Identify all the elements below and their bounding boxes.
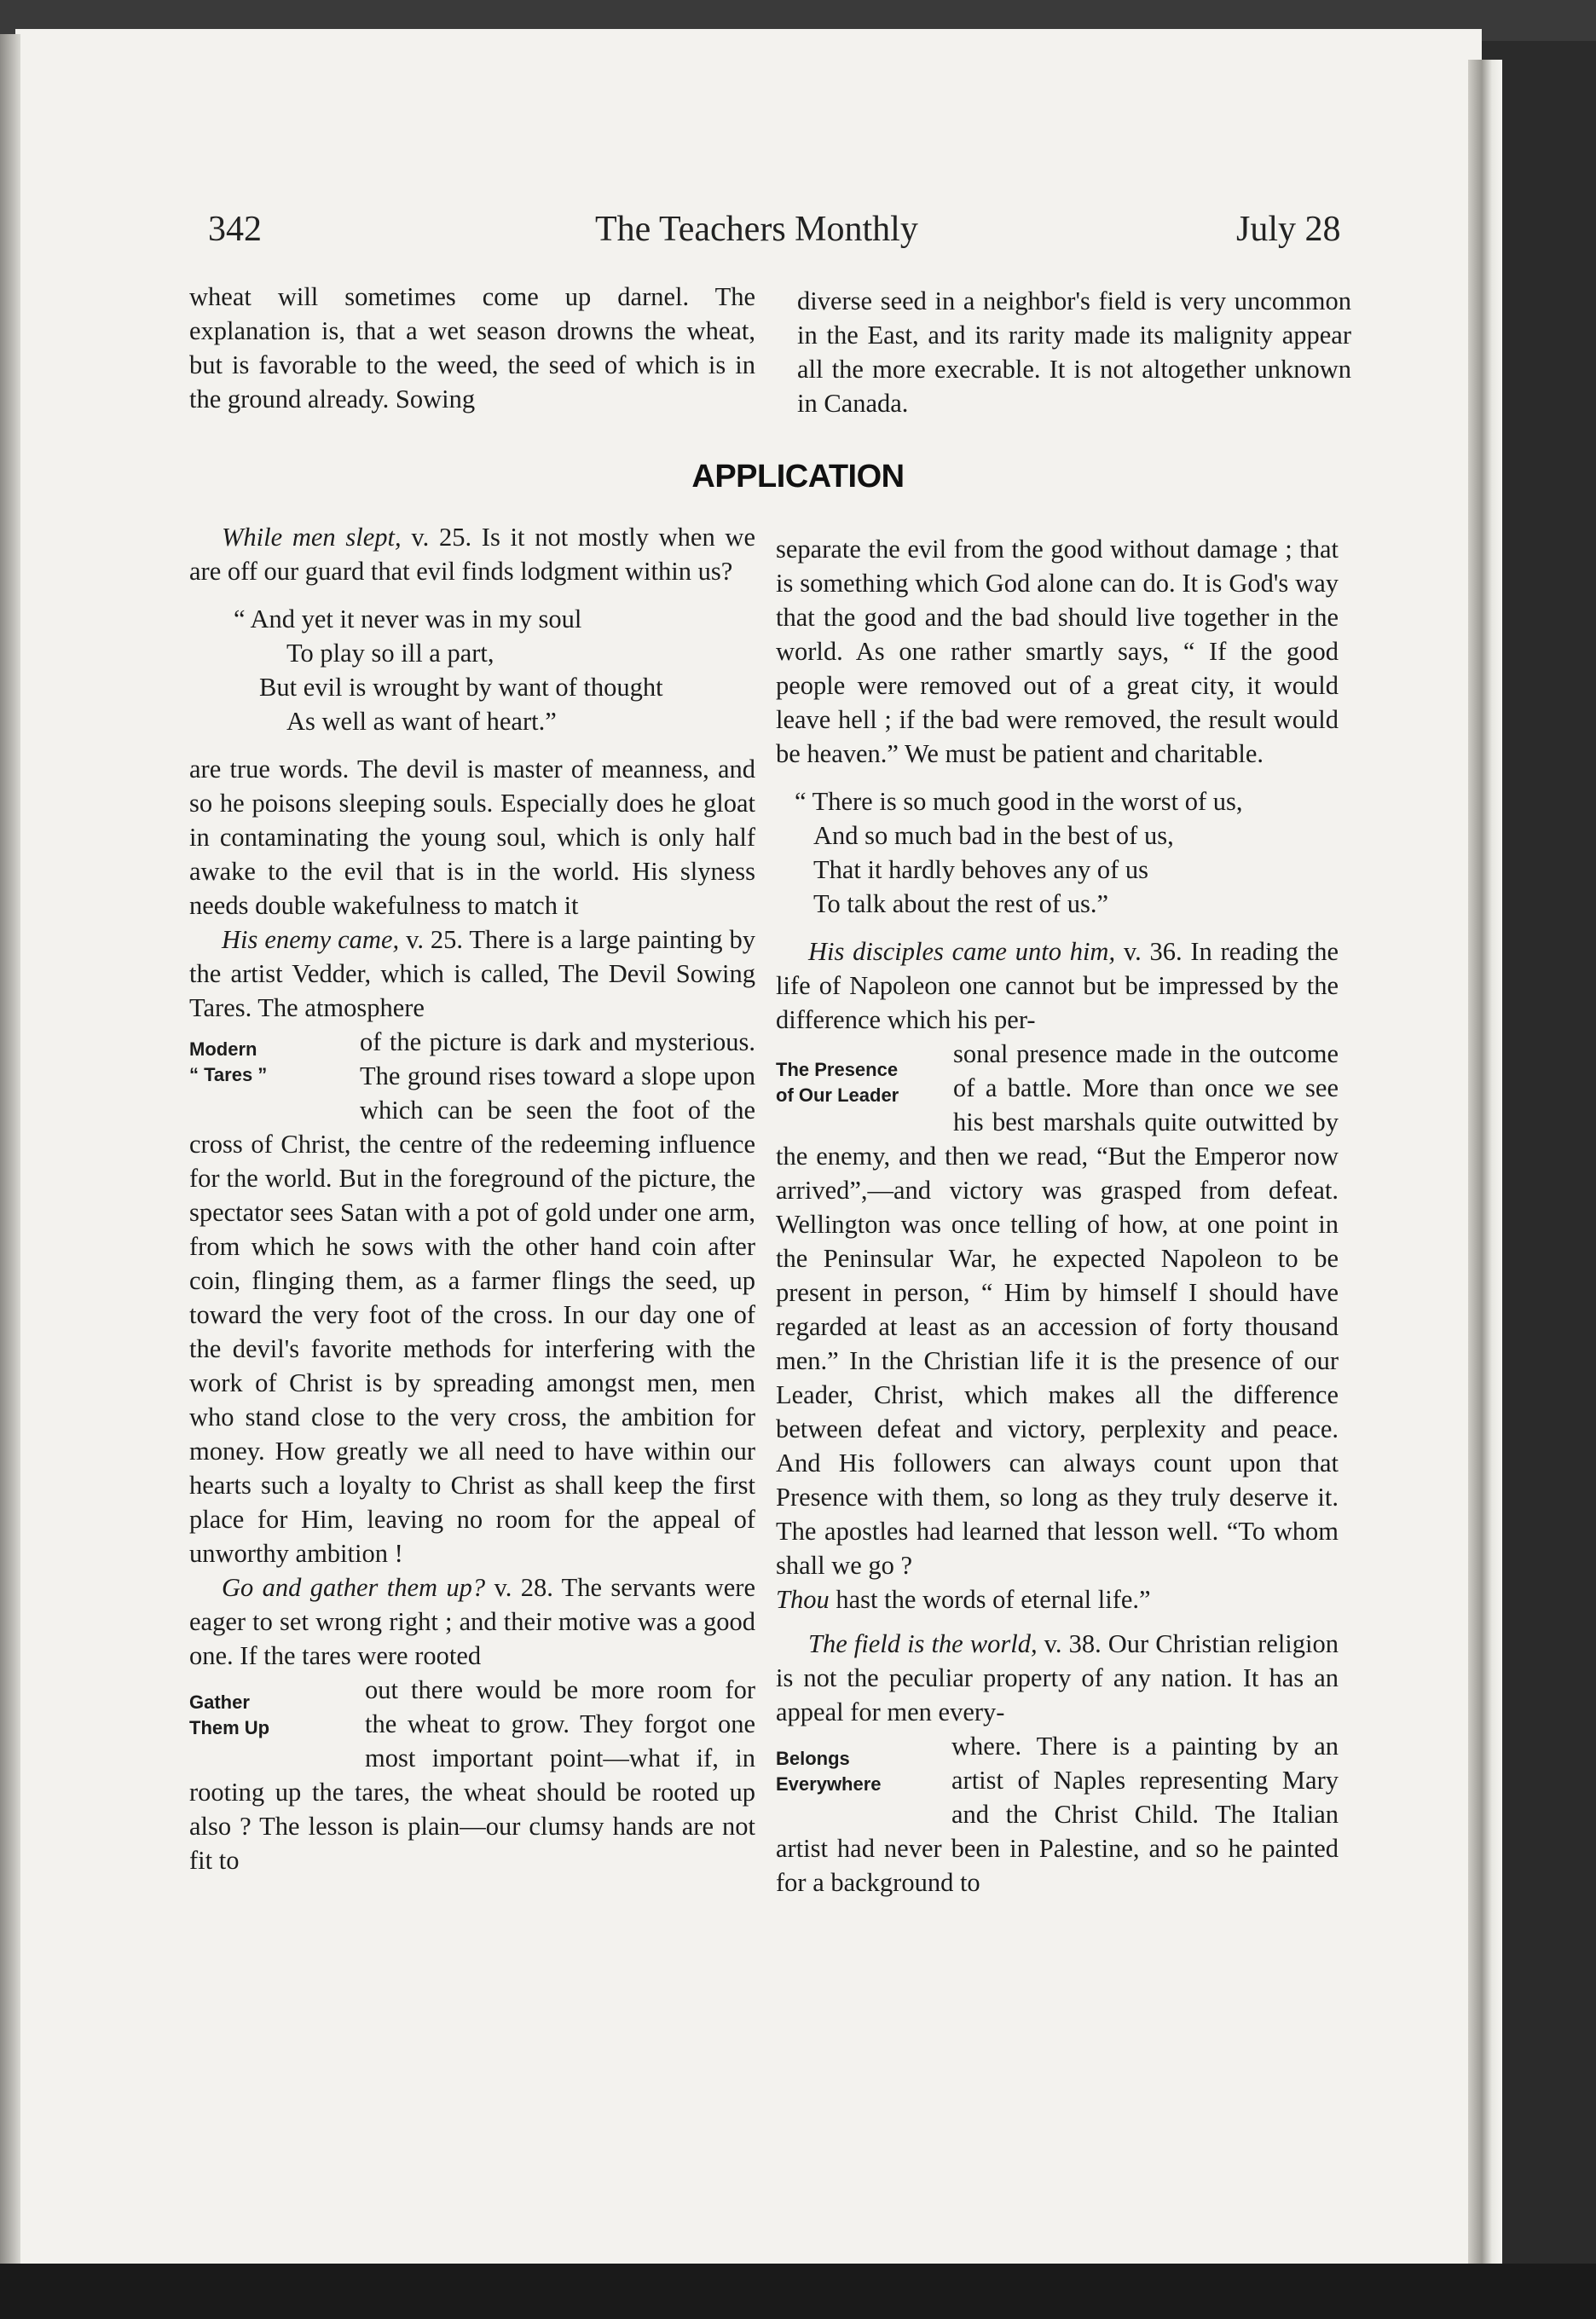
top-left-text	[189, 280, 755, 416]
page-spine-edge	[1468, 60, 1502, 2268]
paragraph-thou-line: Thou hast the words of eternal life.”	[776, 1585, 1151, 1614]
sidenote-gather-them-up: Gather Them Up	[189, 1692, 270, 1738]
top-right-text	[797, 284, 1351, 420]
section-heading: APPLICATION	[691, 459, 905, 494]
verse-reference: His enemy came,	[222, 925, 400, 954]
verse-reference: While men slept,	[222, 523, 402, 552]
paragraph-his-disciples: His disciples came unto him, v. 36. In reading the life of Napoleon one cannot but be impressed by the difference which his per-	[776, 937, 1339, 1034]
left-column	[189, 520, 755, 1877]
verse-reference: The field is the world,	[808, 1629, 1038, 1658]
running-date: July 28	[1236, 210, 1341, 249]
right-column	[776, 532, 1339, 1900]
paragraph-his-disciples-cont: The Presence of Our Leader sonal presence made in the outcome of a battle. More than once we see his best marshals quite outwitted by the enemy, and then we read, “But the Emperor now arrived”,—and victory was grasped from defeat. Wellington was once telling of how, at one point in the Peninsular War, he expected Napoleon to be present in person, “ Him by himself I should have regarded at least as an accession of forty thousand men.” In the Christian life it is the presence of our Leader, Christ, which makes all the difference between defeat and victory, perplexity and peace. And His followers can always count upon that Presence with them, so long as they truly deserve it. The apostles had learned that lesson well. “To whom shall we go ? Thou hast the words of eternal life.”	[776, 1037, 1339, 1616]
verse-reference: Go and gather them up?	[222, 1573, 486, 1602]
running-title: The Teachers Monthly	[595, 210, 918, 249]
paragraph-go-and-gather: Go and gather them up? v. 28. The servants were eager to set wrong right ; and their motive was a good one. If the tares were rooted	[189, 1573, 755, 1670]
page-number: 342	[208, 210, 262, 249]
sidenote-presence-of-leader: The Presence of Our Leader	[776, 1059, 899, 1106]
paragraph-true-words: are true words. The devil is master of meanness, and so he poisons sleeping souls. Especially does he gloat in contaminating the young soul, which is only half awake to the evil that is in the world. His slyness needs double wakefulness to match it	[189, 755, 755, 920]
paragraph-field-is-world-cont: Belongs Everywhere where. There is a painting by an artist of Naples representing Mary and the Christ Child. The Italian artist had never been in Palestine, and so he painted for a background to	[776, 1729, 1339, 1900]
poem-quote-1: “ And yet it never was in my soul To play so ill a part, But evil is wrought by want of thought As well as want of heart.”	[234, 604, 663, 736]
sidenote-belongs-everywhere: Belongs Everywhere	[776, 1748, 882, 1795]
paragraph-separate-evil: separate the evil from the good without damage ; that is something which God alone can do. It is God's way that the good and the bad should live together in the world. As one rather smartly says, “ If the good people were removed out of a great city, it would leave hell ; if the bad were removed, the result would be heaven.” We must be patient and charitable.	[776, 535, 1339, 768]
paragraph-field-is-world: The field is the world, v. 38. Our Christian religion is not the peculiar property of any nation. It has an appeal for men every-	[776, 1629, 1339, 1726]
poem-quote-2: “ There is so much good in the worst of us, And so much bad in the best of us, That it hardly behoves any of us To talk about the rest of us.”	[795, 787, 1243, 918]
top-left-paragraph: wheat will sometimes come up darnel. The explanation is, that a wet season drowns the wheat, but is favorable to the weed, the seed of which is in the ground already. Sowing	[189, 282, 755, 413]
page-left-edge	[0, 34, 20, 2276]
paragraph-go-and-gather-cont: Gather Them Up out there would be more room for the wheat to grow. They forgot one most important point—what if, in rooting up the tares, the wheat should be rooted up also ? The lesson is plain—our clumsy hands are not fit to	[189, 1673, 755, 1877]
verse-reference: His disciples came unto him,	[808, 937, 1116, 966]
sidenote-modern-tares: Modern “ Tares ”	[189, 1038, 268, 1085]
paragraph-his-enemy-came: His enemy came, v. 25. There is a large painting by the artist Vedder, which is called, The Devil Sowing Tares. The atmosphere	[189, 925, 755, 1022]
scan-bottom-border	[0, 2264, 1596, 2319]
top-right-paragraph: diverse seed in a neighbor's field is very uncommon in the East, and its rarity made its malignity appear all the more execrable. It is not altogether unknown in Canada.	[797, 286, 1351, 418]
paragraph-his-enemy-came-cont: Modern “ Tares ” of the picture is dark and mysterious. The ground rises toward a slope upon which can be seen the foot of the cross of Christ, the centre of the redeeming influence for the world. But in the foreground of the picture, the spectator sees Satan with a pot of gold under one arm, from which he sows with the other hand coin after coin, flinging them, as a farmer flings the seed, up toward the very foot of the cross. In our day one of the devil's favorite methods for interfering with the work of Christ is by spreading amongst men, men who stand close to the very cross, the ambition for money. How greatly we all need to have within our hearts such a loyalty to Christ as shall keep the first place for Him, leaving no room for the appeal of unworthy ambition !	[189, 1025, 755, 1570]
paragraph-while-men-slept: While men slept, v. 25. Is it not mostly when we are off our guard that evil finds lodgment within us?	[189, 523, 755, 586]
